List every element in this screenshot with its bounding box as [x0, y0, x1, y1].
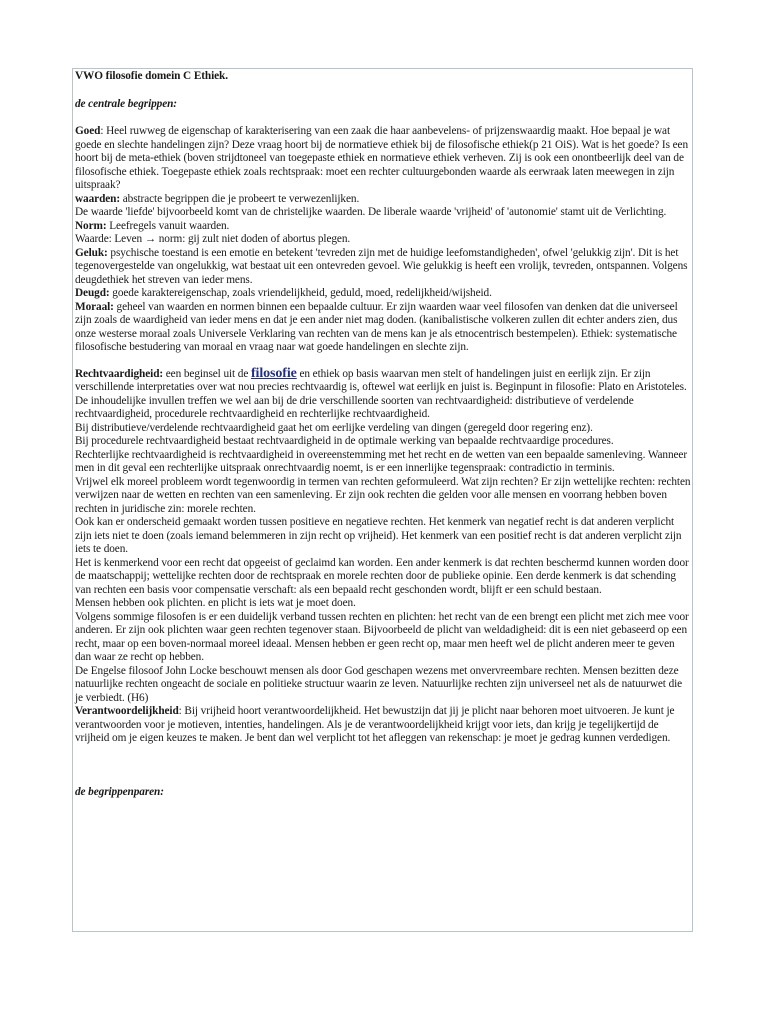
term-verantwoordelijkheid: Verantwoordelijkheid — [75, 705, 179, 717]
paragraph-verantwoordelijkheid: Verantwoordelijkheid: Bij vrijheid hoort verantwoordelijkheid. Het bewustzijn dat jij je plicht naar behoren moet uitvoeren. Je kunt je verantwoorden voor je motieven, intenties, handelingen. Als je de verantwoordelijkheid krijgt voor iets, dan krijg je tegelijkertijd de vrijheid om je eigen keuzes te maken. Je bent dan wel verplicht tot het afleggen van rekenschap: je moet je gedrag kunnen verdedigen. — [75, 705, 675, 744]
paragraph-deugd: Deugd: goede karaktereigenschap, zoals vriendelijkheid, geduld, moed, redelijkheid/wijsheid. — [75, 287, 492, 299]
paragraph-positief-negatief: Ook kan er onderscheid gemaakt worden tussen positieve en negatieve rechten. Het kenmerk van negatief recht is dat anderen verplicht zijn iets niet te doen (zoals iemand belemmeren in zijn recht op vrijheid). Het kenmerk van een positief recht is dat anderen verplicht zijn iets te doen. — [75, 516, 682, 555]
term-moraal: Moraal: — [75, 300, 114, 313]
paragraph-geluk: Geluk: psychische toestand is een emotie en betekent 'tevreden zijn met de huidige leefomstandigheden', ofwel 'gelukkig zijn'. Dit is het tegenovergestelde van ongelukkig, wat bestaat uit een ontevreden gevoel. Wie gelukkig is heeft een vrolijk, tevreden, ontspannen. Volgens deugdethiek het streven van ieder mens. — [75, 246, 688, 286]
paragraph-plichten: Mensen hebben ook plichten. en plicht is iets wat je moet doen. — [75, 597, 356, 609]
term-rechtvaardigheid: Rechtvaardigheid: — [75, 367, 164, 380]
term-geluk: Geluk: — [75, 246, 108, 259]
section-heading-concept-pairs: de begrippenparen: — [75, 785, 164, 798]
paragraph-rechtvaardigheid: Rechtvaardigheid: een beginsel uit de filosofie en ethiek op basis waarvan men stelt of handelingen juist en eerlijk zijn. Er zijn verschillende interpretaties over wat nou precies rechtvaardig is, oftewel wat eerlijk en juist is. Beginpunt in filosofie: Plato en Aristoteles. De inhoudelijke invullen treffen we wel aan bij de drie verschillende soorten van rechtvaardigheid: distributieve of verdelende rechtvaardigheid, procedurele rechtvaardigheid en rechterlijke rechtvaardigheid. — [75, 365, 687, 420]
paragraph-distributief: Bij distributieve/verdelende rechtvaardigheid gaat het om eerlijke verdeling van dingen (geregeld door regering enz). — [75, 421, 593, 434]
paragraph-rechterlijk: Rechterlijke rechtvaardigheid is rechtvaardigheid in overeenstemming met het recht en de wetten van een bepaalde samenleving. Wanneer men in dit geval een rechterlijke uitspraak onrechtvaardig noemt, is er een innerlijke tegenspraak: contradictio in terminis. — [75, 448, 687, 474]
paragraph-kenmerken-recht: Het is kenmerkend voor een recht dat opgeeist of geclaimd kan worden. Een ander kenmerk is dat rechten beschermd kunnen worden door de maatschappij; wettelijke rechten door de rechtspraak en morele rechten door de publieke opinie. Een derde kenmerk is dat schending van rechten een basis voor compensatie verschaft: als een bepaald recht geschonden wordt, blijft er een schuld bestaan. — [75, 556, 689, 596]
paragraph-locke: De Engelse filosoof John Locke beschouwt mensen als door God geschapen wezens met onvervreembare rechten. Mensen bezitten deze natuurlijke rechten ongeacht de sociale en politieke structuur waarin ze leven. Natuurlijke rechten zijn universeel net als de natuurwet die je verbiedt. (H6) — [75, 664, 683, 704]
term-waarden: waarden: — [75, 192, 121, 205]
paragraph-procedureel: Bij procedurele rechtvaardigheid bestaat rechtvaardigheid in de optimale werking van bepaalde rechtvaardige procedures. — [75, 435, 614, 447]
filosofie-link[interactable]: filosofie — [250, 365, 297, 381]
term-goed: Goed — [75, 125, 101, 137]
document-content — [75, 70, 692, 799]
paragraph-norm: Norm: Leefregels vanuit waarden. — [75, 219, 230, 232]
paragraph-norm-example: Waarde: Leven → norm: gij zult niet doden of abortus plegen. — [75, 233, 351, 245]
document-title: VWO filosofie domein C Ethiek. — [75, 70, 228, 82]
paragraph-waarden-example: De waarde 'liefde' bijvoorbeeld komt van de christelijke waarden. De liberale waarde 'vrijheid' of 'autonomie' stamt uit de Verlichting. — [75, 206, 667, 218]
paragraph-waarden: waarden: abstracte begrippen die je probeert te verwezenlijken. — [75, 192, 360, 205]
paragraph-rechten: Vrijwel elk moreel probleem wordt tegenwoordig in termen van rechten geformuleerd. Wat zijn rechten? Er zijn wettelijke rechten: rechten verwijzen naar de wetten en rechten van een samenleving. Er zijn ook rechten die gelden voor alle mensen en voorrang hebben boven rechten in juridische zin: morele rechten. — [75, 475, 691, 515]
paragraph-goed: Goed: Heel ruwweg de eigenschap of karakterisering van een zaak die haar aanbevelens- of prijzenswaardig maakt. Hoe bepaal je wat goede en slechte handelingen zijn? Deze vraag hoort bij de normatieve ethiek bij de filosofische ethiek(p 21 OiS). Wat is het goede? Is een hoort bij de meta-ethiek (boven strijdtoneel van toegepaste ethiek en normatieve ethiek verheven. Zij is ook een onontbeerlijk deel van de filosofische ethiek. Toegepaste ethiek zoals rechtspraak: moet een rechter cultuurgebonden waarde als eerwraak laten meewegen in zijn uitspraak? — [75, 125, 688, 191]
section-heading-central-concepts: de centrale begrippen: — [75, 97, 177, 110]
term-norm: Norm: — [75, 219, 107, 232]
paragraph-moraal: Moraal: geheel van waarden en normen binnen een bepaalde cultuur. Er zijn waarden waar veel filosofen van denken dat die universeel zijn zoals de waardigheid van ieder mens en dat je een ander niet mag doden. (kanibalistische volkeren zullen dit echter anders zien, dus onze westerse moraal zoals Universele Verklaring van rechten van de mens kan je als etnocentrisch bestempelen). Ethiek: systematische filosofische bestudering van moraal en vraag naar wat goede handelingen en slechte zijn. — [75, 300, 678, 353]
term-deugd: Deugd: — [75, 287, 110, 299]
paragraph-rechten-plichten: Volgens sommige filosofen is er een duidelijk verband tussen rechten en plichten: het recht van de een brengt een plicht met zich mee voor anderen. Er zijn ook plichten waar geen rechten tegenover staan. Bijvoorbeeld de plicht van weldadigheid: dit is een niet gebaseerd op een recht, maar op een boven-normaal moreel ideaal. Mensen hebben er geen recht op, maar men heeft wel de plicht anderen meer te geven dan waar ze recht op hebben. — [75, 610, 689, 663]
